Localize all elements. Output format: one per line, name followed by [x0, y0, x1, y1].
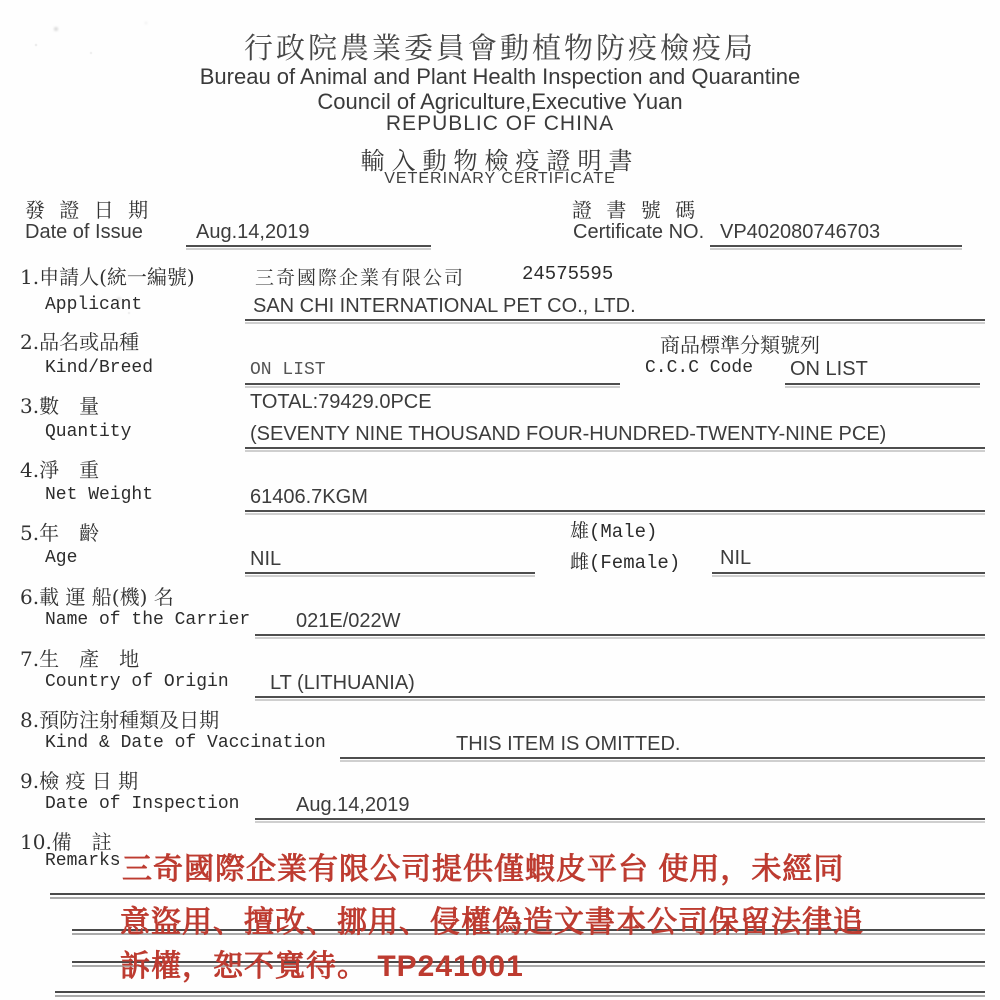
applicant-value-zh: 三奇國際企業有限公司: [255, 267, 466, 289]
applicant-value-en: SAN CHI INTERNATIONAL PET CO., LTD.: [253, 295, 636, 317]
origin-label-zh: 7.生 產 地: [20, 647, 140, 671]
certificate-no-label-zh: 證 書 號 碼: [572, 198, 700, 222]
age-female-value: NIL: [720, 547, 752, 569]
inspection-underline: [255, 818, 985, 820]
country-name: REPUBLIC OF CHINA: [385, 112, 615, 135]
date-of-issue-label-en: Date of Issue: [25, 221, 143, 243]
net-weight-label-zh: 4.淨 重: [20, 458, 100, 482]
carrier-value: 021E/022W: [296, 610, 401, 632]
age-female-underline: [712, 572, 985, 574]
ccc-code-value: ON LIST: [790, 358, 868, 380]
origin-value: LT (LITHUANIA): [270, 672, 415, 694]
quantity-total-value: TOTAL:79429.0PCE: [250, 391, 432, 413]
remarks-label-zh: 10.備 註: [20, 830, 112, 854]
remarks-rule-line: [50, 893, 985, 895]
document-title-en: VETERINARY CERTIFICATE: [384, 170, 616, 187]
origin-label-en: Country of Origin: [45, 672, 229, 692]
ccc-code-label-en: C.C.C Code: [645, 358, 754, 378]
kind-breed-label-en: Kind/Breed: [45, 358, 154, 378]
applicant-underline: [245, 319, 985, 321]
age-label-en: Age: [45, 548, 78, 568]
document-title-zh: 輸入動物檢疫證明書: [360, 147, 640, 175]
agency-name-en: Bureau of Animal and Plant Health Inspection and Quarantine: [199, 64, 801, 89]
net-weight-underline: [245, 510, 985, 512]
ccc-code-underline: [785, 383, 980, 385]
carrier-underline: [255, 634, 985, 636]
quantity-underline: [245, 447, 985, 449]
certificate-no-underline: [710, 245, 962, 247]
applicant-label-en: Applicant: [45, 295, 143, 315]
applicant-label-zh: 1.申請人(統一編號): [20, 265, 195, 289]
age-label-zh: 5.年 齡: [20, 521, 100, 545]
carrier-label-en: Name of the Carrier: [45, 610, 251, 630]
age-value: NIL: [250, 548, 282, 570]
remarks-overlay-line3: 訴權，恕不寬待。 TP241001: [120, 950, 524, 983]
remarks-rule-line: [55, 991, 985, 993]
quantity-words-value: (SEVENTY NINE THOUSAND FOUR-HUNDRED-TWENTY-NINE PCE): [250, 423, 887, 445]
remarks-label-en: Remarks: [45, 851, 121, 871]
ccc-code-label-zh: 商品標準分類號列: [660, 333, 820, 357]
quantity-label-zh: 3.數 量: [20, 394, 100, 418]
carrier-label-zh: 6.載 運 船(機) 名: [20, 585, 174, 609]
certificate-no-label-en: Certificate NO.: [573, 221, 705, 243]
net-weight-value: 61406.7KGM: [250, 486, 368, 508]
origin-underline: [255, 696, 985, 698]
certificate-no-value: VP402080746703: [720, 221, 881, 243]
applicant-uniform-number: 24575595: [522, 263, 614, 285]
inspection-label-zh: 9.檢 疫 日 期: [20, 769, 139, 793]
vaccination-value: THIS ITEM IS OMITTED.: [456, 733, 681, 755]
kind-breed-label-zh: 2.品名或品種: [20, 330, 140, 354]
age-male-label: 雄(Male): [570, 521, 658, 543]
remarks-overlay-line1: 三奇國際企業有限公司提供僅蝦皮平台 使用，未經同: [122, 853, 845, 886]
vaccination-underline: [340, 757, 985, 759]
date-of-issue-value: Aug.14,2019: [196, 221, 310, 243]
agency-title-zh: 行政院農業委員會動植物防疫檢疫局: [243, 31, 756, 65]
age-female-label: 雌(Female): [570, 552, 681, 574]
scan-noise-artifacts: [0, 0, 2, 2]
inspection-value: Aug.14,2019: [296, 794, 410, 816]
kind-breed-value: ON LIST: [250, 360, 326, 380]
date-of-issue-underline: [186, 245, 431, 247]
date-of-issue-label-zh: 發 證 日 期: [25, 198, 153, 222]
remarks-overlay-line2: 意盜用、擅改、挪用、侵權偽造文書本公司保留法律追: [120, 906, 864, 939]
quantity-label-en: Quantity: [45, 422, 132, 442]
council-name-en: Council of Agriculture,Executive Yuan: [317, 89, 683, 114]
age-underline: [245, 572, 535, 574]
kind-breed-underline: [245, 383, 620, 385]
vaccination-label-en: Kind & Date of Vaccination: [45, 733, 326, 753]
inspection-label-en: Date of Inspection: [45, 794, 240, 814]
vaccination-label-zh: 8.預防注射種類及日期: [20, 708, 220, 732]
net-weight-label-en: Net Weight: [45, 485, 154, 505]
